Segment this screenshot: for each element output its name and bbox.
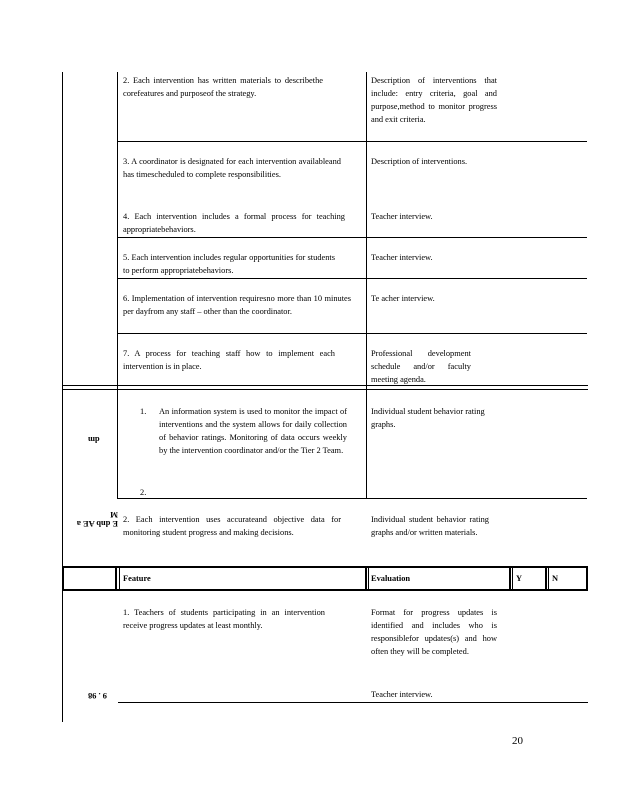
header-cell-border [368,566,369,591]
row-6-feature: 6. Implementation of intervention requiresno more than 10 minutes per dayfrom any staff – other than the coordinator. [123,294,351,316]
row-divider [117,237,587,238]
table-left-border [62,72,63,722]
item-1-feature: An information system is used to monitor the impact of interventions and the system allows for daily collection of behavior ratings. Monitoring of data occurs weekly by the intervention coordinator and/or the Tier 2 Team. [159,407,347,455]
row-6-evaluation: Te acher interview. [371,294,435,303]
item-number: 1. [140,407,147,416]
header-cell-border [586,566,588,591]
item-number: 2. [140,488,147,497]
item-2-evaluation: Individual student behavior rating graphs and/or written materials. [371,515,489,537]
row-divider [117,141,587,142]
row-3-feature: 3. A coordinator is designated for each intervention availableand has timescheduled to complete responsibilities. [123,157,341,179]
header-cell-border [545,566,547,591]
row-divider [117,333,587,334]
header-feature: Feature [123,574,151,583]
row-divider [117,278,587,279]
header-cell-border [509,566,511,591]
header-yes: Y [516,574,523,583]
side-label-evaluation: E dnb AE a M [76,510,118,528]
row-7-feature: 7. A process for teaching staff how to implement each intervention is in place. [123,349,335,371]
row-2-evaluation: Description of interventions that include: entry criteria, goal and purpose,method to monitor progress and exit criteria. [371,76,497,124]
header-cell-border [62,566,64,591]
header-cell-border [119,566,120,591]
side-label-monitoring: dm [88,435,100,444]
section-divider [62,389,588,390]
row-4-feature: 4. Each intervention includes a formal process for teaching appropriatebehaviors. [123,212,345,234]
row-2-feature: 2. Each intervention has written materials to describethe corefeatures and purposeof the strategy. [123,76,323,98]
row-3-evaluation: Description of interventions. [371,157,468,166]
section3-item-1-feature: 1. Teachers of students participating in an intervention receive progress updates at least monthly. [123,608,325,630]
item-2-feature: 2. Each intervention uses accurateand objective data for monitoring student progress and making decisions. [123,515,341,537]
feature-column-divider [117,72,118,498]
section3-item-2-evaluation: Teacher interview. [371,690,433,699]
row-divider [118,702,588,703]
row-5-evaluation: Teacher interview. [371,253,433,262]
row-4-evaluation: Teacher interview. [371,212,433,221]
header-cell-border [365,566,367,591]
header-cell-border [512,566,513,591]
row-divider [117,498,587,499]
header-evaluation: Evaluation [371,574,411,583]
section3-item-1-evaluation: Format for progress updates is identified and includes who is responsiblefor updates(s) and how often they will be completed. [371,608,497,656]
row-5-feature: 5. Each intervention includes regular opportunities for students to perform appropriatebehaviors. [123,253,335,275]
section-divider [62,385,588,386]
row-7-evaluation: Professional development schedule and/or faculty meeting agenda. [371,349,471,384]
header-cell-border [115,566,117,591]
header-cell-border [548,566,549,591]
evaluation-column-divider [366,72,367,498]
header-no: N [552,574,559,583]
item-1-evaluation: Individual student behavior rating graphs. [371,407,485,429]
side-label-section3: 9 . 98 [88,691,107,700]
page-number: 20 [512,735,523,747]
